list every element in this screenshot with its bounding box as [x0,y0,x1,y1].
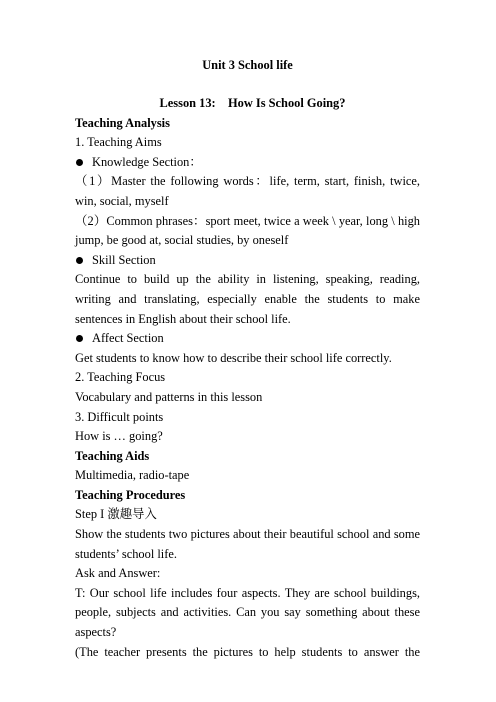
skill-section-label: Skill Section [92,252,156,267]
difficult-points-text: How is … going? [75,429,163,444]
teaching-aids-heading: Teaching Aids [75,448,150,463]
step-one-paragraph: Show the students two pictures about their beautiful school and some students’ school life. [75,527,420,561]
document-body [75,56,420,662]
teaching-focus-text: Vocabulary and patterns in this lesson [75,389,263,404]
teaching-aims-heading: 1. Teaching Aims [75,135,162,150]
teacher-note-paragraph: (The teacher presents the pictures to help students to answer the [75,644,420,659]
teaching-aids-text: Multimedia, radio-tape [75,468,190,483]
knowledge-section-item [75,153,420,173]
difficult-points-heading: 3. Difficult points [75,409,164,424]
teaching-focus-heading: 2. Teaching Focus [75,370,166,385]
ask-and-answer-label: Ask and Answer: [75,566,161,581]
skill-section-item [75,251,420,271]
affect-section-label: Affect Section [92,331,164,346]
bullet-icon [76,159,83,166]
bullet-icon [76,257,83,264]
lesson-title: Lesson 13: How Is School Going? [159,96,346,110]
affect-paragraph: Get students to know how to describe their school life correctly. [75,350,392,365]
phrases-item: （2）Common phrases：sport meet, twice a week \ year, long \ high jump, be good at, social studies, by oneself [75,213,420,248]
teaching-analysis-heading: Teaching Analysis [75,115,170,130]
blank-line [75,75,420,94]
knowledge-section-label: Knowledge Section： [92,154,202,169]
words-item: （1）Master the following words：life, term, start, finish, twice, win, social, myself [75,174,420,208]
skill-paragraph: Continue to build up the ability in listening, speaking, reading, writing and translating, especially enable the students to make sentences in English about their school life. [75,272,420,326]
teaching-procedures-heading: Teaching Procedures [75,487,186,502]
affect-section-item [75,329,420,349]
step-one-heading: Step I 激趣导入 [75,507,157,522]
bullet-icon [76,335,83,342]
unit-title: Unit 3 School life [202,58,293,72]
teacher-paragraph: T: Our school life includes four aspects. They are school buildings, people, subjects and activities. Can you say something about these aspects? [75,585,420,640]
